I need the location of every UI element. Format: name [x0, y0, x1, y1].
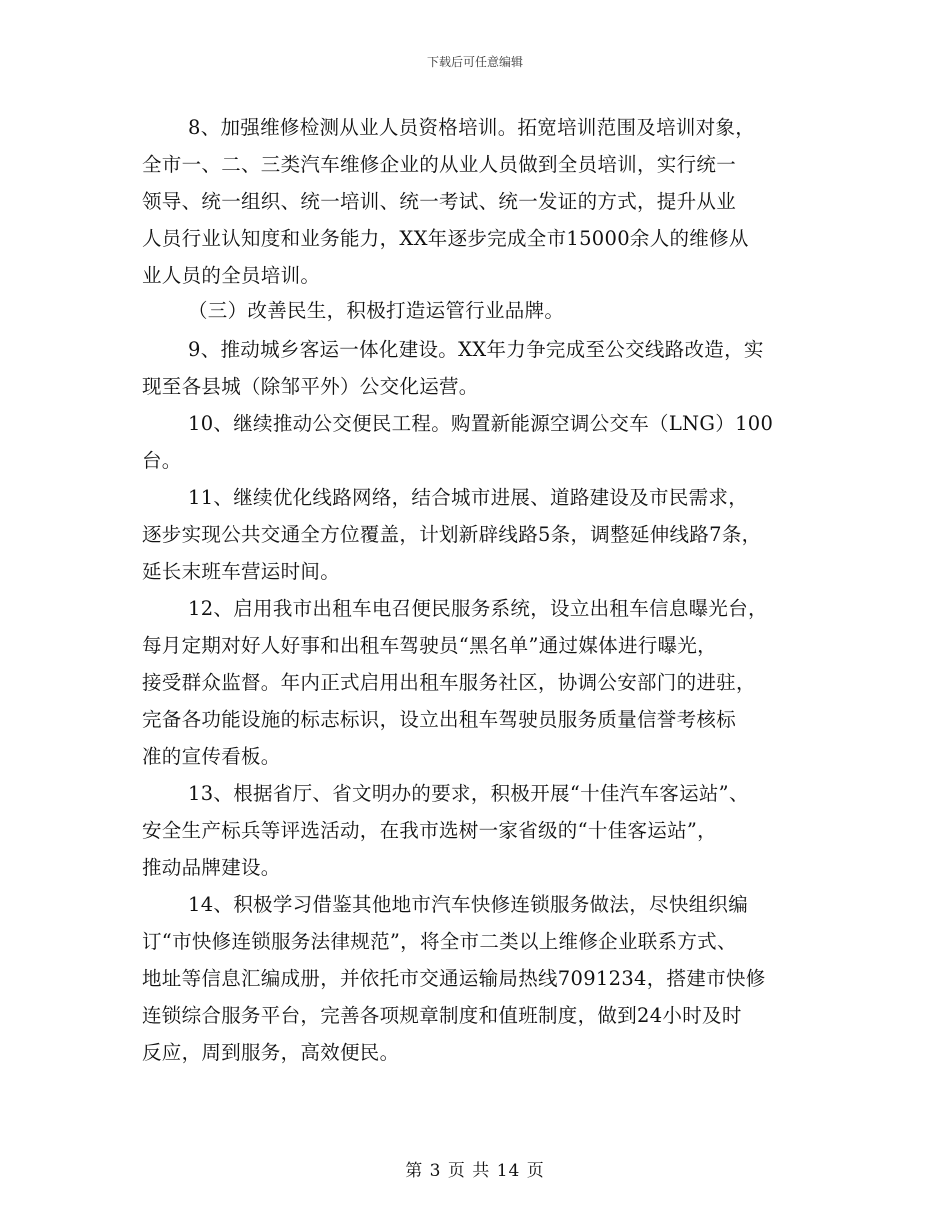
paragraph-11-line-1: 11、继续优化线路网络，结合城市进展、道路建设及市民需求， [188, 486, 749, 509]
paragraph-8-line-5: 业人员的全员培训。 [142, 264, 321, 287]
paragraph-12-line-5: 准的宣传看板。 [142, 745, 281, 768]
paragraph-9-line-1: 9、推动城乡客运一体化建设。XX年力争完成至公交线路改造，实 [188, 338, 764, 361]
paragraph-14-line-1: 14、积极学习借鉴其他地市汽车快修连锁服务做法，尽快组织编 [188, 893, 749, 916]
paragraph-10-line-1: 10、继续推动公交便民工程。购置新能源空调公交车（LNG）100 [188, 412, 774, 435]
paragraph-14-line-3: 地址等信息汇编成册，并依托市交通运输局热线7091234，搭建市快修 [142, 967, 766, 990]
paragraph-11-line-2: 逐步实现公共交通全方位覆盖，计划新辟线路5条，调整延伸线路7条， [142, 523, 762, 546]
page-header-note: 下载后可任意编辑 [426, 55, 523, 69]
paragraph-13-line-2: 安全生产标兵等评选活动，在我市选树一家省级的“十佳客运站”， [142, 819, 717, 842]
section-3-heading: （三）改善民生，积极打造运管行业品牌。 [188, 299, 565, 322]
paragraph-14-line-5: 反应，周到服务，高效便民。 [142, 1041, 400, 1064]
paragraph-8-line-4: 人员行业认知度和业务能力，XX年逐步完成全市15000余人的维修从 [142, 227, 749, 250]
paragraph-13-line-3: 推动品牌建设。 [142, 856, 281, 879]
paragraph-10-line-2: 台。 [142, 449, 182, 472]
paragraph-14-line-2: 订“市快修连锁服务法律规范”，将全市二类以上维修企业联系方式、 [142, 930, 737, 953]
paragraph-12-line-3: 接受群众监督。年内正式启用出租车服务社区，协调公安部门的进驻， [142, 671, 756, 694]
paragraph-14-line-4: 连锁综合服务平台，完善各项规章制度和值班制度，做到24小时及时 [142, 1004, 742, 1027]
paragraph-12-line-2: 每月定期对好人好事和出租车驾驶员“黑名单”通过媒体进行曝光， [142, 634, 717, 657]
paragraph-12-line-1: 12、启用我市出租车电召便民服务系统，设立出租车信息曝光台， [188, 597, 768, 620]
paragraph-8-line-1: 8、加强维修检测从业人员资格培训。拓宽培训范围及培训对象， [188, 116, 756, 139]
paragraph-8-line-3: 领导、统一组织、统一培训、统一考试、统一发证的方式，提升从业 [142, 190, 737, 213]
paragraph-11-line-3: 延长末班车营运时间。 [142, 560, 341, 583]
paragraph-13-line-1: 13、根据省厅、省文明办的要求，积极开展“十佳汽车客运站”、 [188, 782, 749, 805]
paragraph-12-line-4: 完备各功能设施的标志标识，设立出租车驾驶员服务质量信誉考核标 [142, 708, 737, 731]
paragraph-8-line-2: 全市一、二、三类汽车维修企业的从业人员做到全员培训，实行统一 [142, 153, 737, 176]
page-number: 第 3 页 共 14 页 [405, 1161, 545, 1181]
paragraph-9-line-2: 现至各县城（除邹平外）公交化运营。 [142, 375, 479, 398]
